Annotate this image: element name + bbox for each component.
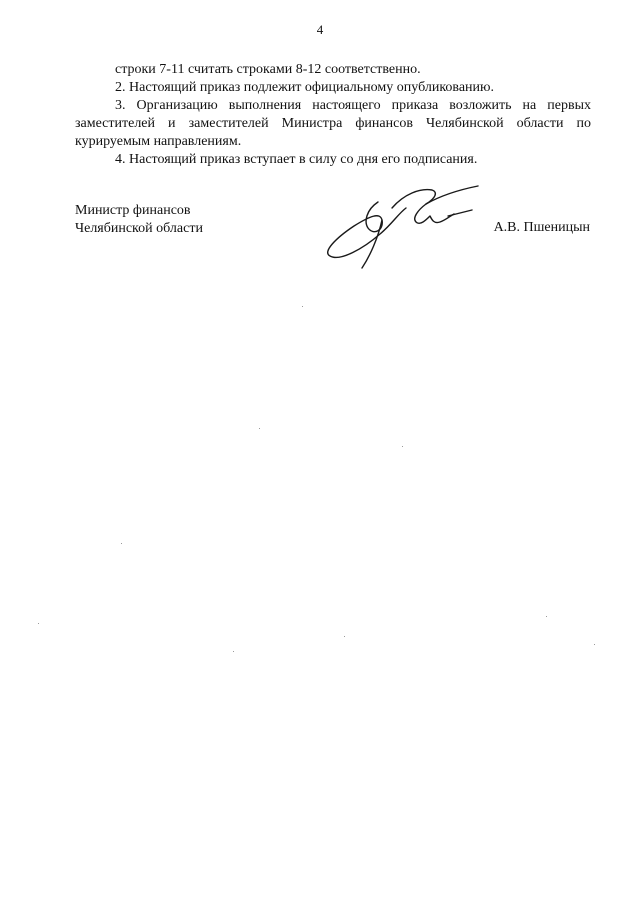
scan-speck — [594, 644, 595, 645]
paragraph-item-2: 2. Настоящий приказ подлежит официальному опубликованию. — [115, 80, 494, 95]
scan-speck — [344, 636, 345, 637]
scan-speck — [546, 616, 547, 617]
signatory-title-line-2: Челябинской области — [75, 221, 203, 236]
scan-speck — [38, 623, 39, 624]
paragraph-item-3-line-1: 3. Организацию выполнения настоящего приказа возложить на первых — [115, 98, 591, 113]
page-number: 4 — [316, 22, 324, 37]
paragraph-item-3-line-2: заместителей и заместителей Министра финансов Челябинской области по — [75, 116, 591, 131]
body-line-continuation: строки 7-11 считать строками 8-12 соответственно. — [115, 62, 421, 77]
scan-speck — [402, 446, 403, 447]
scan-speck — [233, 651, 234, 652]
signatory-title-line-1: Министр финансов — [75, 203, 191, 218]
scan-speck — [259, 428, 260, 429]
handwritten-signature-icon — [308, 176, 488, 272]
paragraph-item-4: 4. Настоящий приказ вступает в силу со дня его подписания. — [115, 152, 478, 167]
scan-speck — [302, 306, 303, 307]
paragraph-item-3-line-3: курируемым направлениям. — [75, 134, 242, 149]
scan-speck — [121, 543, 122, 544]
signatory-name: А.В. Пшеницын — [493, 220, 590, 235]
